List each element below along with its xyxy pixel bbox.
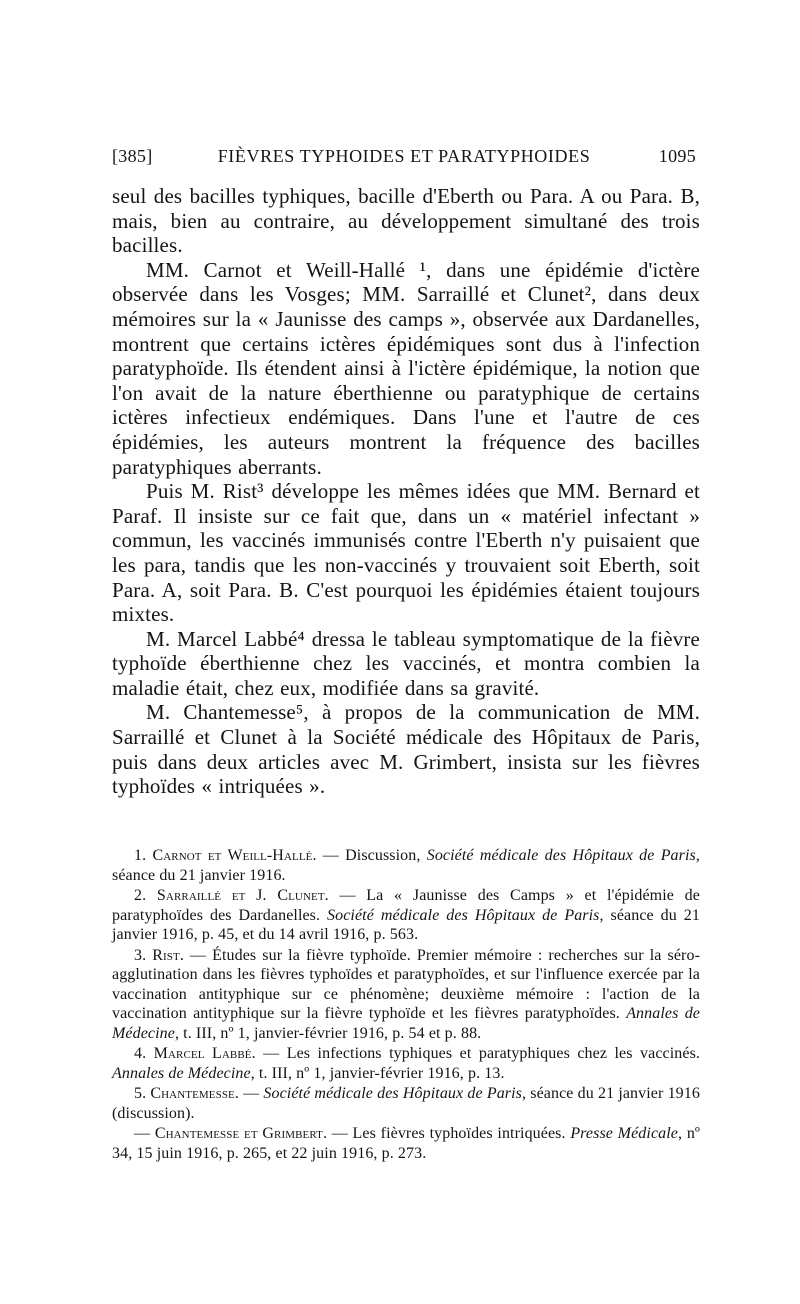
footnote-author: Sarraillé et J. Clunet. — [156, 887, 329, 904]
footnote-1 — [112, 846, 700, 885]
footnote-journal: Presse Médicale — [570, 1125, 679, 1142]
paragraph-3: Puis M. Rist³ développe les mêmes idées que MM. Bernard et Paraf. Il insiste sur ce fait que, dans un « matériel infectant » commun, les vaccinés immunisés contre l'Eberth n'y puisaient que les para, tandis que les non-vaccinés y trouvaient soit Eberth, soit Para. A, soit Para. B. C'est pourquoi les épidémies étaient toujours mixtes. — [112, 479, 700, 627]
footnote-text: — Études sur la fièvre typhoïde. Premier mémoire : recherches sur la séro-agglutination dans les fièvres typhoïdes et paratyphoïdes, et sur l'influence exercée par la vaccination antityphique sur ce phénomène; deuxième mémoire : l'action de la vaccination antityphique sur la fièvre typhoïde et les fièvres paratyphoïdes. — [112, 946, 700, 1022]
footnote-3 — [112, 946, 700, 1044]
footnote-author: Chantemesse. — [150, 1085, 239, 1102]
footnote-journal: Société médicale des Hôpitaux de Paris — [263, 1085, 522, 1102]
footnote-text: , nº 34, 15 juin 1916, p. 265, et 22 juin 1916, p. 273. — [112, 1125, 700, 1162]
footnote-author: Chantemesse et Grimbert. — [154, 1125, 328, 1142]
footnote-2 — [112, 886, 700, 945]
footnote-number: 3. — [134, 946, 147, 964]
footnote-author: Marcel Labbé. — [153, 1045, 256, 1062]
footnote-author: Carnot et Weill-Hallé. — [152, 847, 317, 864]
footnote-text: , t. III, nº 1, janvier-février 1916, p. 54 et p. 88. — [174, 1024, 482, 1042]
footnote-text: , séance du 21 janvier 1916. — [112, 847, 700, 884]
footnote-text: — Les fièvres typhoïdes intriquées. — [327, 1125, 571, 1142]
footnote-journal: Société médicale des Hôpitaux de Paris — [426, 847, 696, 864]
footnotes — [112, 846, 700, 1164]
footnote-author: Rist. — [152, 946, 184, 964]
footnote-text: , t. III, nº 1, janvier-février 1916, p. 13. — [250, 1064, 505, 1082]
footnote-text: — — [238, 1085, 264, 1102]
footnote-text: — Discussion, — [316, 847, 427, 864]
footnote-5 — [112, 1084, 700, 1123]
footnote-journal: Société médicale des Hôpitaux de Paris — [327, 906, 600, 924]
footnote-number: 5. — [134, 1085, 147, 1102]
main-text — [112, 184, 700, 799]
footnote-text: — Les infections typhiques et paratyphiques chez les vaccinés. — [255, 1045, 700, 1062]
running-header — [112, 146, 696, 170]
footnote-text: — La « Jaunisse des Camps » et l'épidémie de paratyphoïdes des Dardanelles. — [112, 887, 700, 924]
running-title: FIÈVRES TYPHOIDES ET PARATYPHOIDES — [217, 146, 591, 166]
footnote-6 — [112, 1124, 700, 1163]
paragraph-1: seul des bacilles typhiques, bacille d'Eberth ou Para. A ou Para. B, mais, bien au contraire, au développement simultané des trois bacilles. — [112, 184, 700, 258]
footnote-journal: Annales de Médecine — [112, 1064, 251, 1082]
footnote-4 — [112, 1044, 700, 1083]
page-reference: [385] — [112, 146, 153, 166]
paragraph-2: MM. Carnot et Weill-Hallé ¹, dans une épidémie d'ictère observée dans les Vosges; MM. Sarraillé et Clunet², dans deux mémoires sur la « Jaunisse des camps », observée aux Dardanelles, montrent que certains ictères épidémiques sont dus à l'infection paratyphoïde. Ils étendent ainsi à l'ictère épidémique, la notion que l'on avait de la nature éberthienne ou paratyphique de certains ictères infectieux endémiques. Dans l'une et l'autre de ces épidémies, les auteurs montrent la fréquence des bacilles paratyphiques aberrants. — [112, 257, 700, 479]
footnote-text: , séance du 21 janvier 1916, p. 45, et du 14 avril 1916, p. 563. — [112, 906, 700, 943]
footnote-text: , séance du 21 janvier 1916 (discussion). — [112, 1085, 700, 1122]
page-number: 1095 — [658, 146, 696, 166]
footnote-journal: Annales de Médecine — [112, 1005, 701, 1042]
footnote-number: 2. — [134, 887, 147, 904]
paragraph-4: M. Marcel Labbé⁴ dressa le tableau symptomatique de la fièvre typhoïde éberthienne chez les vaccinés, et montra combien la maladie était, chez eux, modifiée dans sa gravité. — [112, 626, 700, 700]
paragraph-5: M. Chantemesse⁵, à propos de la communication de MM. Sarraillé et Clunet à la Société médicale des Hôpitaux de Paris, puis dans deux articles avec M. Grimbert, insista sur les fièvres typhoïdes « intriquées ». — [112, 700, 700, 799]
footnote-number: — — [134, 1125, 151, 1142]
footnote-number: 1. — [134, 847, 147, 864]
footnote-number: 4. — [134, 1045, 147, 1062]
